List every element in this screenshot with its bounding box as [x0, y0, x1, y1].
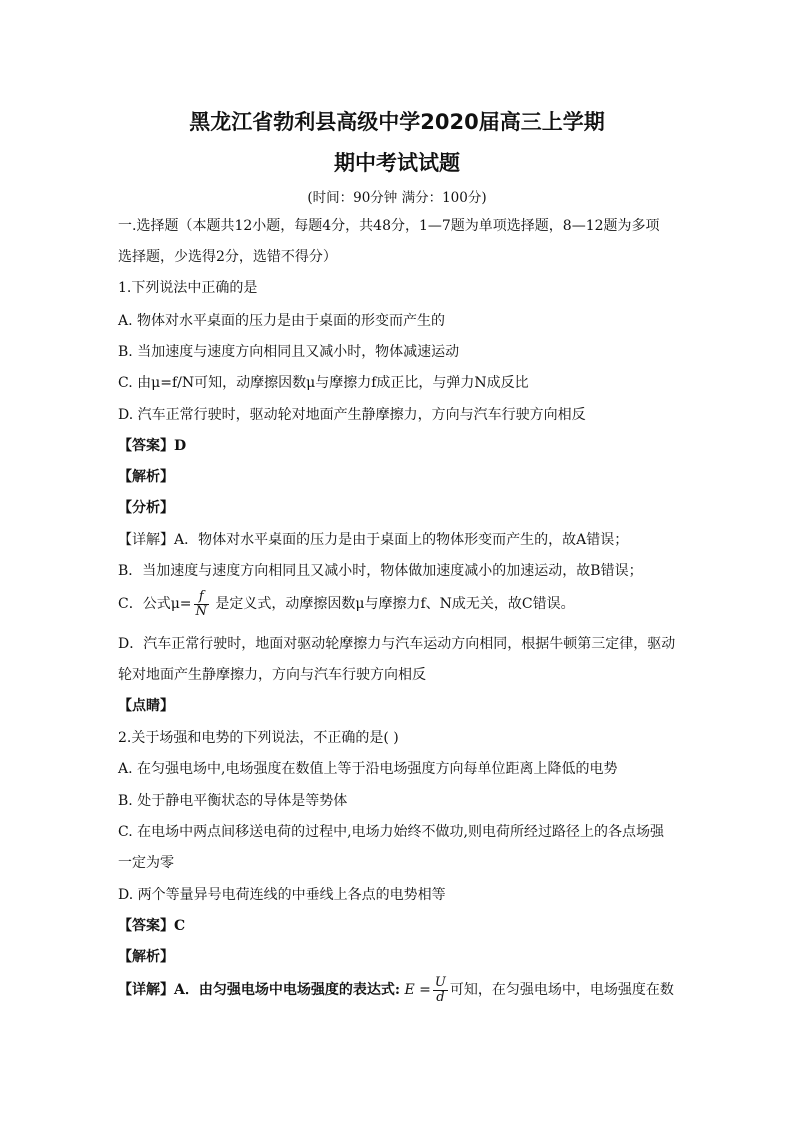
q1-detail-c-prefix: C．公式μ=: [118, 596, 192, 612]
q1-detail-b: B．当加速度与速度方向相同且又减小时，物体做加速度减小的加速运动，故B错误；: [118, 563, 643, 579]
q2-answer: 【答案】C: [118, 918, 186, 934]
section-heading-line1: 一.选择题（本题共12小题，每题4分，共48分，1—7题为单项选择题，8—12题为多项: [118, 218, 660, 234]
q2-formula-fraction: [433, 976, 448, 1005]
q1-formula-fraction: [194, 590, 209, 619]
q2-option-d: D. 两个等量异号电荷连线的中垂线上各点的电势相等: [118, 887, 446, 903]
q2-formula-denominator: d: [436, 989, 445, 1005]
q1-detail-c: [118, 587, 688, 621]
q1-formula-numerator: f: [194, 590, 209, 605]
q2-formula-numerator: U: [434, 974, 446, 990]
q1-stem: 1.下列说法中正确的是: [118, 280, 258, 296]
q2-detail-a: [118, 972, 688, 1008]
q2-analysis-label: 【解析】: [118, 949, 174, 965]
q1-detail-d-line1: D．汽车正常行驶时，地面对驱动轮摩擦力与汽车运动方向相同，根据牛顿第三定律，驱动: [118, 636, 676, 652]
q1-dianjing-label: 【点睛】: [118, 698, 174, 714]
q2-option-c-line1: C. 在电场中两点间移送电荷的过程中,电场力始终不做功,则电荷所经过路径上的各点场强: [118, 824, 665, 840]
q2-stem: 2.关于场强和电势的下列说法，不正确的是( ): [118, 730, 399, 746]
q1-detail-c-suffix: 是定义式，动摩擦因数μ与摩擦力f、N成无关，故C错误。: [210, 596, 575, 612]
q1-option-b: B. 当加速度与速度方向相同且又减小时，物体减速运动: [118, 344, 460, 360]
q2-option-c-line2: 一定为零: [118, 855, 174, 871]
q1-formula-denominator: N: [195, 603, 207, 619]
q2-option-b: B. 处于静电平衡状态的导体是等势体: [118, 793, 348, 809]
q2-formula-lhs: E =: [404, 982, 431, 998]
q1-answer: 【答案】D: [118, 438, 187, 454]
q2-option-a: A. 在匀强电场中,电场强度在数值上等于沿电场强度方向每单位距离上降低的电势: [118, 761, 618, 777]
q1-option-d: D. 汽车正常行驶时，驱动轮对地面产生静摩擦力，方向与汽车行驶方向相反: [118, 407, 586, 423]
q1-analysis-label: 【解析】: [118, 469, 174, 485]
q2-detail-a-suffix: 可知，在匀强电场中，电场强度在数: [449, 982, 674, 998]
section-heading-line2: 选择题，少选得2分，选错不得分）: [118, 249, 337, 265]
q1-fenxi-label: 【分析】: [118, 500, 174, 516]
time-info: (时间：90分钟 满分：100分): [307, 190, 487, 206]
q1-option-a: A. 物体对水平桌面的压力是由于桌面的形变而产生的: [118, 313, 446, 329]
exam-title-line2: 期中考试试题: [334, 151, 460, 175]
q2-detail-a-prefix: 【详解】A．由匀强电场中电场强度的表达式:: [118, 982, 401, 998]
q1-option-c: C. 由μ=f/N可知，动摩擦因数μ与摩擦力f成正比，与弹力N成反比: [118, 375, 529, 391]
q1-detail-d-line2: 轮对地面产生静摩擦力，方向与汽车行驶方向相反: [118, 667, 426, 683]
q1-detail-a: 【详解】A．物体对水平桌面的压力是由于桌面上的物体形变而产生的，故A错误；: [118, 532, 629, 548]
exam-title-line1: 黑龙江省勃利县高级中学2020届高三上学期: [189, 110, 605, 134]
